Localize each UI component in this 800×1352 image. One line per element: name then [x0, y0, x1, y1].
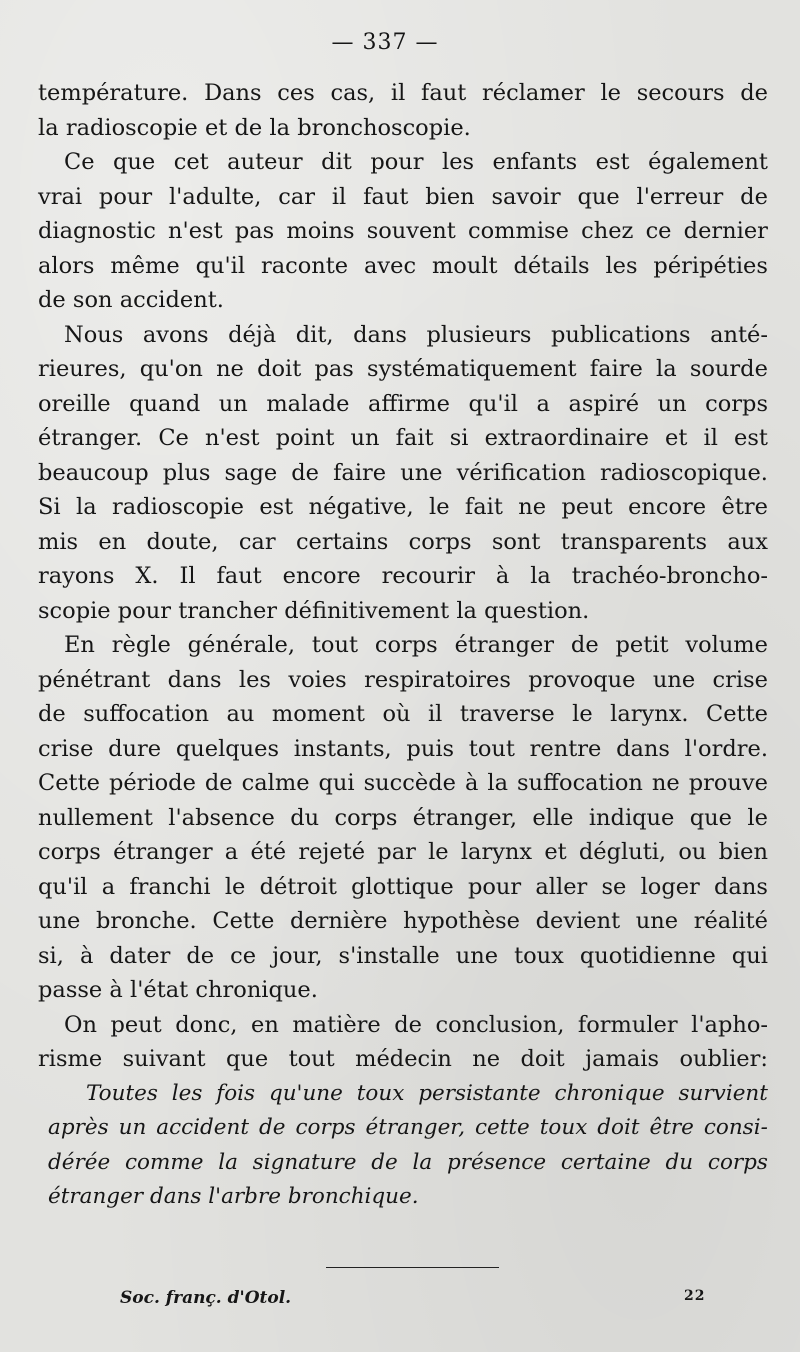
- text-line: rayons X. Il faut encore recourir à la trachéo-broncho-: [38, 563, 768, 589]
- text-line: diagnostic n'est pas moins souvent commise chez ce dernier: [38, 218, 768, 244]
- footer-rule: [326, 1267, 499, 1268]
- text-line: rieures, qu'on ne doit pas systématiquement faire la sourde: [38, 356, 768, 382]
- text-line: Cette période de calme qui succède à la suffocation ne prouve: [38, 770, 768, 796]
- text-line: beaucoup plus sage de faire une vérification radioscopique.: [38, 459, 768, 486]
- text-line: risme suivant que tout médecin ne doit jamais oublier:: [38, 1046, 768, 1072]
- aphorism-line: après un accident de corps étranger, cette toux doit être consi-: [48, 1115, 768, 1140]
- text-line: vrai pour l'adulte, car il faut bien savoir que l'erreur de: [38, 183, 768, 210]
- text-line: nullement l'absence du corps étranger, elle indique que le: [38, 804, 768, 831]
- text-line: Nous avons déjà dit, dans plusieurs publications anté-: [64, 321, 768, 348]
- text-line: oreille quand un malade affirme qu'il a aspiré un corps: [38, 390, 768, 417]
- body-text: [38, 76, 768, 1215]
- text-line: pénétrant dans les voies respiratoires provoque une crise: [38, 666, 768, 693]
- text-line: crise dure quelques instants, puis tout rentre dans l'ordre.: [38, 735, 768, 762]
- text-line: corps étranger a été rejeté par le larynx et dégluti, ou bien: [38, 839, 768, 865]
- text-line: de son accident.: [38, 287, 224, 313]
- text-line: la radioscopie et de la bronchoscopie.: [38, 114, 471, 141]
- aphorism-line: Toutes les fois qu'une toux persistante chronique survient: [86, 1080, 768, 1106]
- text-line: En règle générale, tout corps étranger de petit volume: [64, 632, 768, 658]
- text-line: qu'il a franchi le détroit glottique pour aller se loger dans: [38, 873, 768, 900]
- page-number: — 337 —: [331, 30, 439, 55]
- text-line: scopie pour trancher définitivement la question.: [38, 597, 590, 624]
- aphorism-line: dérée comme la signature de la présence certaine du corps: [48, 1149, 768, 1175]
- text-line: de suffocation au moment où il traverse le larynx. Cette: [38, 701, 768, 727]
- text-line: alors même qu'il raconte avec moult détails les péripéties: [38, 252, 768, 279]
- text-line: une bronche. Cette dernière hypothèse devient une réalité: [38, 908, 768, 934]
- text-line: Si la radioscopie est négative, le fait ne peut encore être: [38, 494, 768, 520]
- text-line: On peut donc, en matière de conclusion, formuler l'apho-: [64, 1011, 768, 1038]
- text-line: passe à l'état chronique.: [38, 977, 318, 1003]
- footer-journal-abbreviation: Soc. franç. d'Otol.: [120, 1288, 292, 1308]
- text-line: Ce que cet auteur dit pour les enfants est également: [64, 149, 768, 175]
- text-line: si, à dater de ce jour, s'installe une toux quotidienne qui: [38, 942, 768, 969]
- text-line: mis en doute, car certains corps sont transparents aux: [38, 528, 768, 555]
- aphorism-line: étranger dans l'arbre bronchique.: [48, 1184, 419, 1209]
- text-line: étranger. Ce n'est point un fait si extraordinaire et il est: [38, 425, 768, 451]
- footer-signature-mark: 22: [684, 1288, 706, 1304]
- text-line: température. Dans ces cas, il faut réclamer le secours de: [38, 80, 768, 106]
